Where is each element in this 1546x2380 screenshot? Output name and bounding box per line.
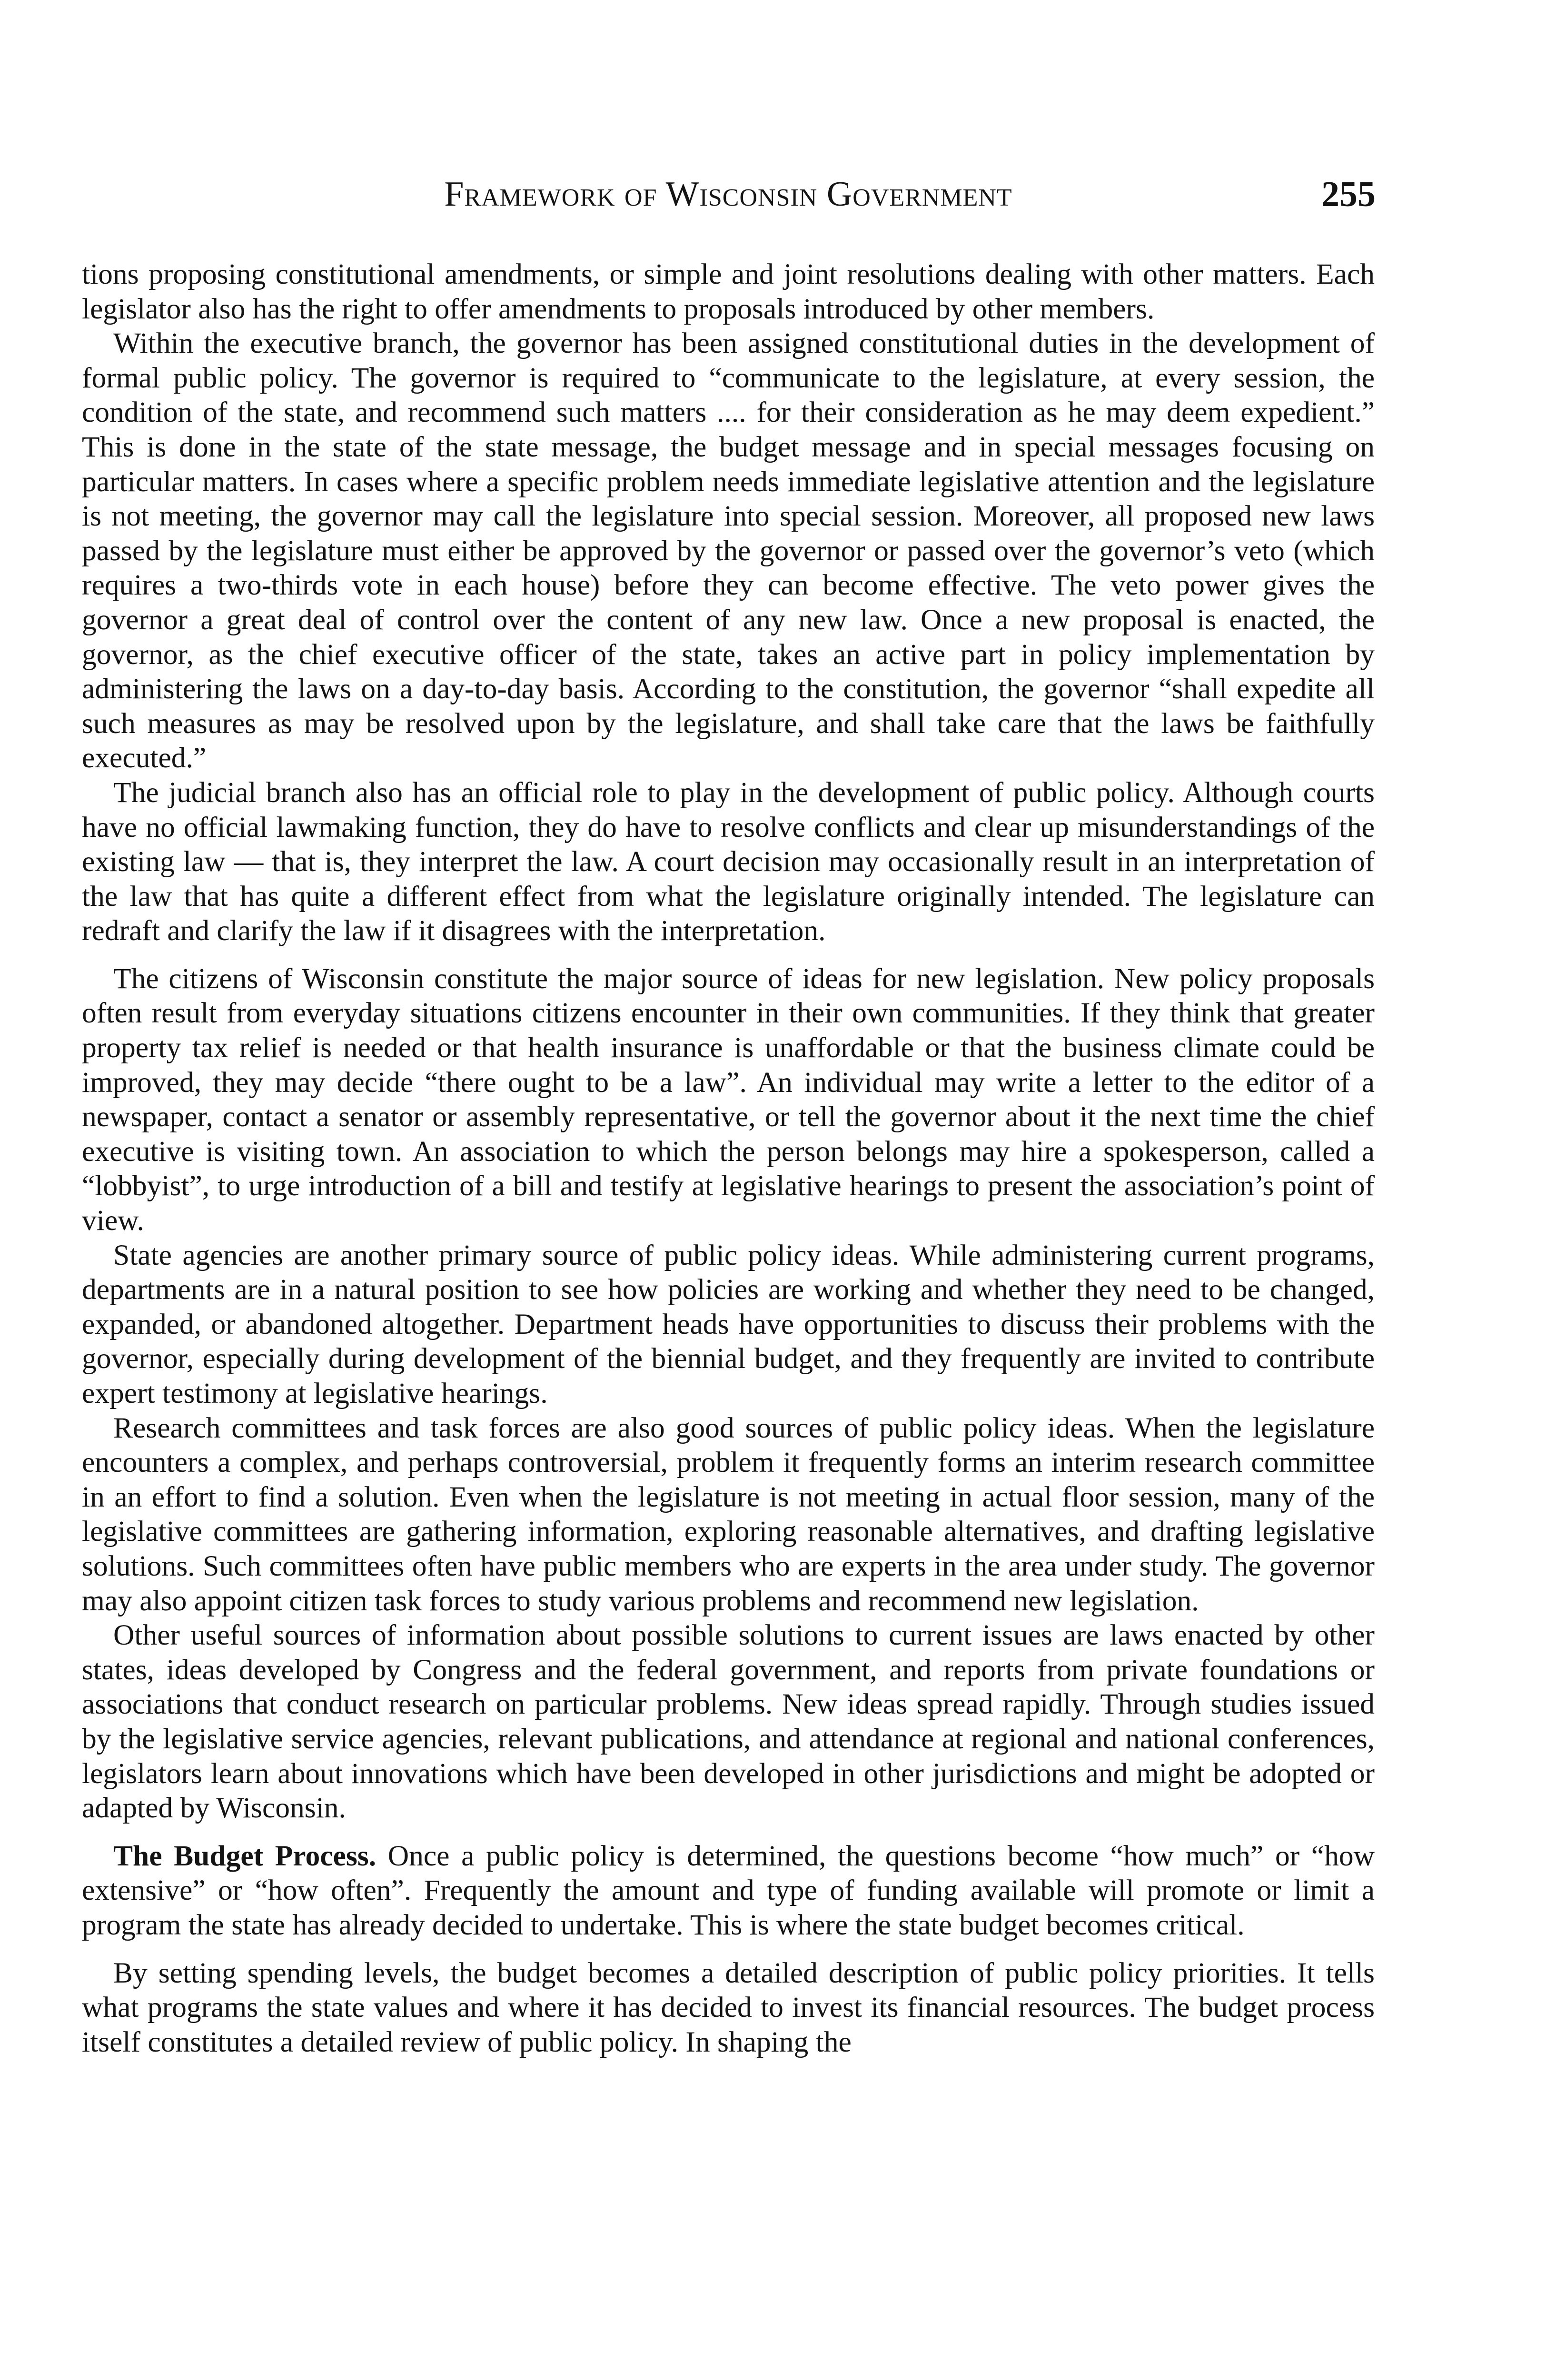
- paragraph-research-committees: Research committees and task forces are also good sources of public policy ideas. When the legislature encounters a complex, and perhaps controversial, problem it frequently forms an interim research committee in an effort to find a solution. Even when the legislature is not meeting in actual floor session, many of the legislative committees are gathering information, exploring reasonable alternatives, and drafting legislative solutions. Such committees often have public members who are experts in the area under study. The governor may also appoint citizen task forces to study various problems and recommend new legislation.: [82, 1411, 1375, 1617]
- paragraph-citizens: The citizens of Wisconsin constitute the major source of ideas for new legislation. New policy proposals often result from everyday situations citizens encounter in their own communities. If they think that greater property tax relief is needed or that health insurance is unaffordable or that the business climate could be improved, they may decide “there ought to be a law”. An individual may write a letter to the editor of a newspaper, contact a senator or assembly representative, or tell the governor about it the next time the chief executive is visiting town. An association to which the person belongs may hire a spokesperson, called a “lobbyist”, to urge introduction of a bill and testify at legislative hearings to present the association’s point of view.: [82, 962, 1375, 1237]
- paragraph-state-agencies: State agencies are another primary source of public policy ideas. While administering current programs, departments are in a natural position to see how policies are working and whether they need to be changed, expanded, or abandoned altogether. Department heads have opportunities to discuss their problems with the governor, especially during development of the biennial budget, and they frequently are invited to contribute expert testimony at legislative hearings.: [82, 1239, 1375, 1409]
- paragraph-executive-branch: Within the executive branch, the governor has been assigned constitutional duties in the development of formal public policy. The governor is required to “communicate to the legislature, at every session, the condition of the state, and recommend such matters .... for their consideration as he may deem expedient.” This is done in the state of the state message, the budget message and in special messages focusing on particular matters. In cases where a specific problem needs immediate legislative attention and the legislature is not meeting, the governor may call the legislature into special session. Moreover, all proposed new laws passed by the legislature must either be approved by the governor or passed over the governor’s veto (which requires a two-thirds vote in each house) before they can become effective. The veto power gives the governor a great deal of control over the content of any new law. Once a new proposal is enacted, the governor, as the chief executive officer of the state, takes an active part in policy implementation by administering the laws on a day-to-day basis. According to the constitution, the governor “shall expedite all such measures as may be resolved upon by the legislature, and shall take care that the laws be faithfully executed.”: [82, 327, 1375, 774]
- page-number: 255: [1321, 174, 1376, 214]
- paragraph-budget-process: [82, 1839, 1375, 1943]
- paragraph-judicial-branch: The judicial branch also has an official role to play in the development of public policy. Although courts have no official lawmaking function, they do have to resolve conflicts and clear up misunderstandings of the existing law — that is, they interpret the law. A court decision may occasionally result in an interpretation of the law that has quite a different effect from what the legislature originally intended. The legislature can redraft and clarify the law if it disagrees with the interpretation.: [82, 776, 1375, 947]
- section-heading-budget-process: The Budget Process.: [113, 1839, 377, 1872]
- running-title: Framework of Wisconsin Government: [444, 175, 1012, 214]
- paragraph-other-sources: Other useful sources of information about possible solutions to current issues are laws enacted by other states, ideas developed by Congress and the federal government, and reports from private foundations or associations that conduct research on particular problems. New ideas spread rapidly. Through studies issued by the legislative service agencies, relevant publications, and attendance at regional and national conferences, legislators learn about innovations which have been developed in other jurisdictions and might be adopted or adapted by Wisconsin.: [82, 1619, 1375, 1825]
- paragraph-continuation: tions proposing constitutional amendments, or simple and joint resolutions dealing with other matters. Each legislator also has the right to offer amendments to proposals introduced by other members.: [82, 258, 1375, 325]
- body-text: [82, 257, 1375, 2059]
- running-header: [71, 170, 1385, 218]
- paragraph-spending-levels: By setting spending levels, the budget becomes a detailed description of public policy priorities. It tells what programs the state values and where it has decided to invest its financial resources. The budget process itself constitutes a detailed review of public policy. In shaping the: [82, 1956, 1375, 2058]
- budget-process-text: Once a public policy is determined, the questions become “how much” or “how extensive” or “how often”. Frequently the amount and type of funding available will promote or limit a program the state has already decided to undertake. This is where the state budget becomes critical.: [82, 1839, 1375, 1941]
